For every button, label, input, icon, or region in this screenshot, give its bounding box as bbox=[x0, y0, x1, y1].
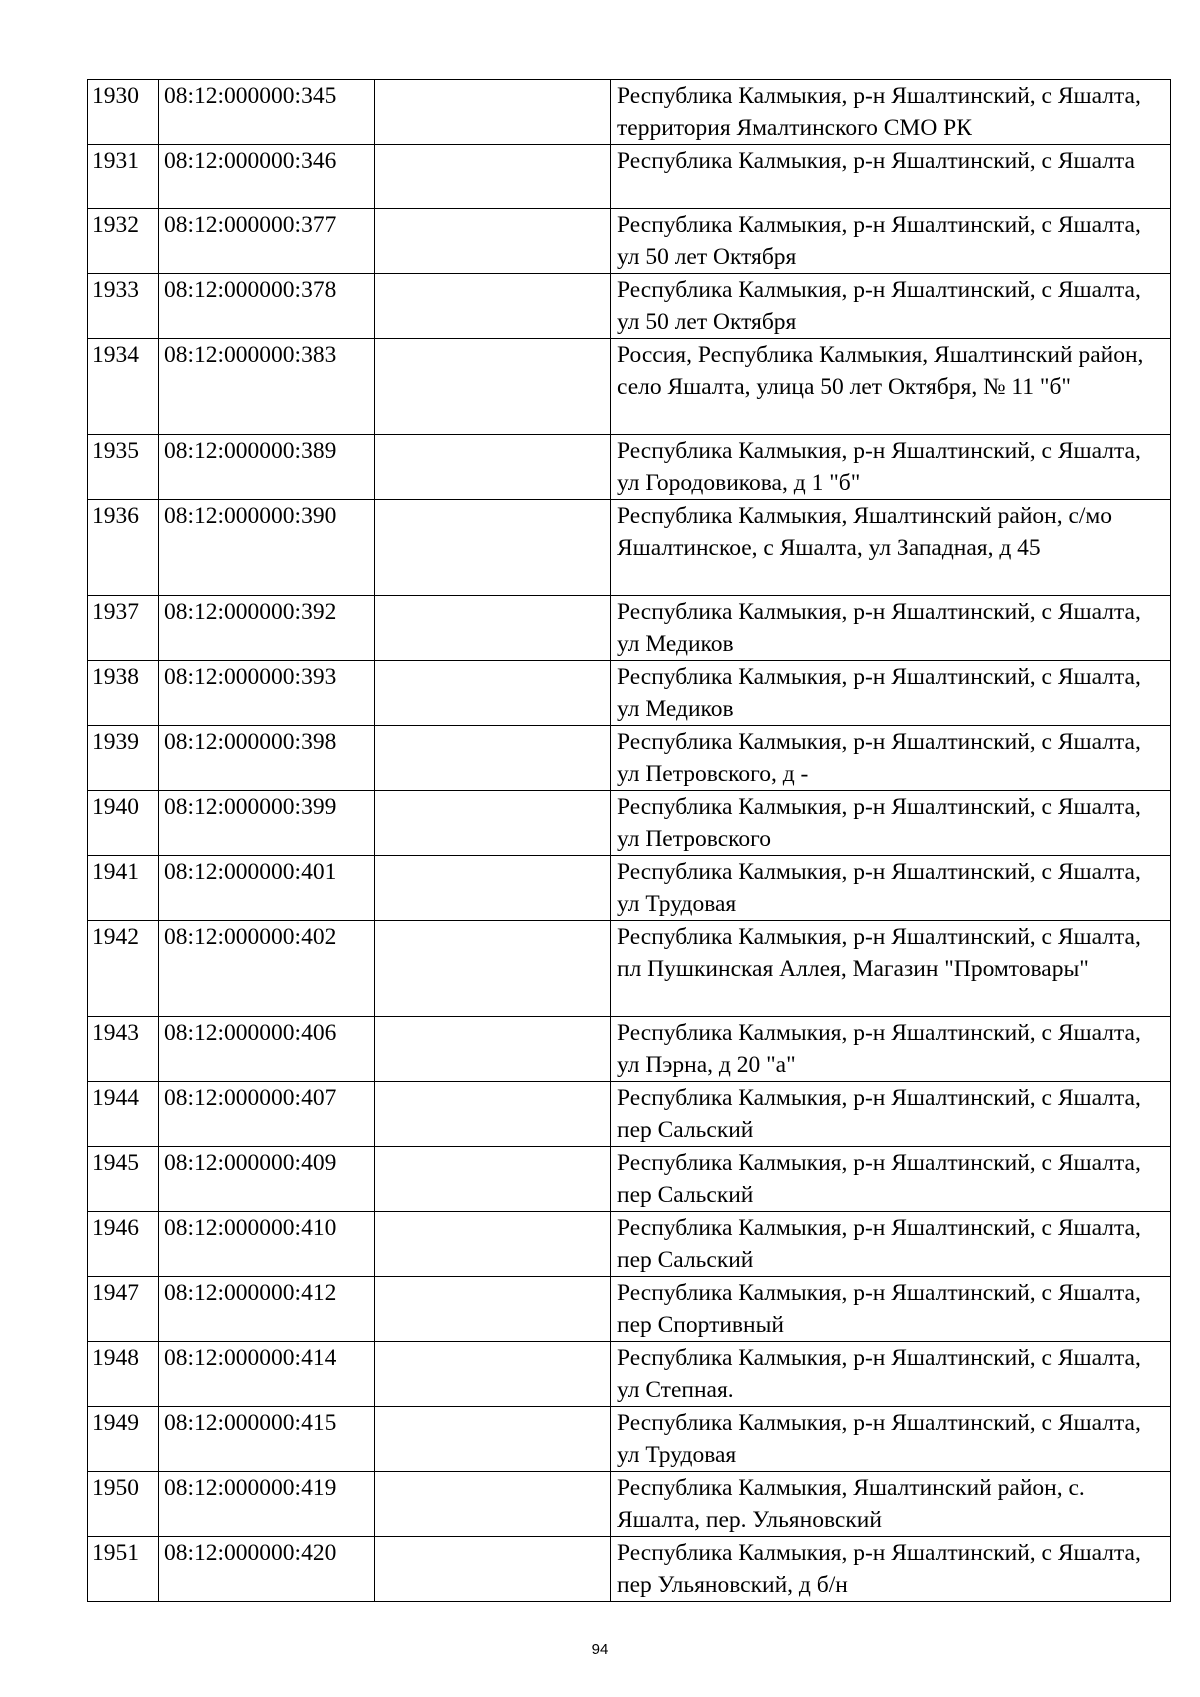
row-number: 1940 bbox=[88, 791, 159, 856]
address: Республика Калмыкия, р-н Яшалтинский, с Яшалта, ул Петровского, д - bbox=[611, 726, 1171, 791]
cadastral-number: 08:12:000000:410 bbox=[159, 1212, 375, 1277]
cadastral-number: 08:12:000000:378 bbox=[159, 274, 375, 339]
cadastral-number: 08:12:000000:401 bbox=[159, 856, 375, 921]
empty-cell bbox=[375, 145, 611, 209]
address: Республика Калмыкия, р-н Яшалтинский, с Яшалта bbox=[611, 145, 1171, 209]
table-row bbox=[88, 1407, 1171, 1472]
address: Республика Калмыкия, р-н Яшалтинский, с Яшалта, пер Сальский bbox=[611, 1147, 1171, 1212]
table-row bbox=[88, 1017, 1171, 1082]
table-row bbox=[88, 435, 1171, 500]
empty-cell bbox=[375, 80, 611, 145]
table-row bbox=[88, 1472, 1171, 1537]
cadastral-number: 08:12:000000:390 bbox=[159, 500, 375, 596]
row-number: 1943 bbox=[88, 1017, 159, 1082]
address: Республика Калмыкия, р-н Яшалтинский, с Яшалта, пер Ульяновский, д б/н bbox=[611, 1537, 1171, 1602]
empty-cell bbox=[375, 596, 611, 661]
row-number: 1944 bbox=[88, 1082, 159, 1147]
empty-cell bbox=[375, 791, 611, 856]
cadastral-number: 08:12:000000:389 bbox=[159, 435, 375, 500]
empty-cell bbox=[375, 339, 611, 435]
cadastral-number: 08:12:000000:407 bbox=[159, 1082, 375, 1147]
address: Республика Калмыкия, р-н Яшалтинский, с Яшалта, ул Трудовая bbox=[611, 1407, 1171, 1472]
table-row bbox=[88, 661, 1171, 726]
empty-cell bbox=[375, 1147, 611, 1212]
cadastral-number: 08:12:000000:420 bbox=[159, 1537, 375, 1602]
cadastral-number: 08:12:000000:346 bbox=[159, 145, 375, 209]
row-number: 1938 bbox=[88, 661, 159, 726]
row-number: 1931 bbox=[88, 145, 159, 209]
empty-cell bbox=[375, 1017, 611, 1082]
empty-cell bbox=[375, 1407, 611, 1472]
row-number: 1946 bbox=[88, 1212, 159, 1277]
table-row bbox=[88, 1277, 1171, 1342]
table-row bbox=[88, 856, 1171, 921]
row-number: 1939 bbox=[88, 726, 159, 791]
table-row bbox=[88, 209, 1171, 274]
address: Республика Калмыкия, Яшалтинский район, с/мо Яшалтинское, с Яшалта, ул Западная, д 45 bbox=[611, 500, 1171, 596]
table-row bbox=[88, 1212, 1171, 1277]
table-row bbox=[88, 1537, 1171, 1602]
row-number: 1932 bbox=[88, 209, 159, 274]
row-number: 1942 bbox=[88, 921, 159, 1017]
table-row bbox=[88, 339, 1171, 435]
empty-cell bbox=[375, 274, 611, 339]
row-number: 1935 bbox=[88, 435, 159, 500]
table-row bbox=[88, 1147, 1171, 1212]
address: Республика Калмыкия, р-н Яшалтинский, с Яшалта, ул 50 лет Октября bbox=[611, 274, 1171, 339]
table-row bbox=[88, 921, 1171, 1017]
address: Республика Калмыкия, р-н Яшалтинский, с Яшалта, территория Ямалтинского СМО РК bbox=[611, 80, 1171, 145]
address: Республика Калмыкия, р-н Яшалтинский, с Яшалта, пл Пушкинская Аллея, Магазин "Промтовары" bbox=[611, 921, 1171, 1017]
row-number: 1951 bbox=[88, 1537, 159, 1602]
empty-cell bbox=[375, 1082, 611, 1147]
address: Республика Калмыкия, р-н Яшалтинский, с Яшалта, ул Городовикова, д 1 "б" bbox=[611, 435, 1171, 500]
row-number: 1936 bbox=[88, 500, 159, 596]
cadastral-number: 08:12:000000:345 bbox=[159, 80, 375, 145]
row-number: 1933 bbox=[88, 274, 159, 339]
table-row bbox=[88, 596, 1171, 661]
row-number: 1949 bbox=[88, 1407, 159, 1472]
address: Республика Калмыкия, р-н Яшалтинский, с Яшалта, ул Степная. bbox=[611, 1342, 1171, 1407]
empty-cell bbox=[375, 1342, 611, 1407]
empty-cell bbox=[375, 921, 611, 1017]
address: Республика Калмыкия, р-н Яшалтинский, с Яшалта, ул Трудовая bbox=[611, 856, 1171, 921]
table-row bbox=[88, 145, 1171, 209]
cadastral-number: 08:12:000000:414 bbox=[159, 1342, 375, 1407]
table-row bbox=[88, 274, 1171, 339]
table-row bbox=[88, 726, 1171, 791]
cadastral-number: 08:12:000000:419 bbox=[159, 1472, 375, 1537]
table-body bbox=[88, 80, 1171, 1602]
empty-cell bbox=[375, 1472, 611, 1537]
page-number: 94 bbox=[591, 1641, 609, 1658]
table-row bbox=[88, 80, 1171, 145]
table-row bbox=[88, 1082, 1171, 1147]
row-number: 1934 bbox=[88, 339, 159, 435]
empty-cell bbox=[375, 1537, 611, 1602]
empty-cell bbox=[375, 500, 611, 596]
row-number: 1930 bbox=[88, 80, 159, 145]
cadastral-number: 08:12:000000:406 bbox=[159, 1017, 375, 1082]
row-number: 1937 bbox=[88, 596, 159, 661]
cadastral-number: 08:12:000000:377 bbox=[159, 209, 375, 274]
address: Республика Калмыкия, р-н Яшалтинский, с Яшалта, ул Пэрна, д 20 "а" bbox=[611, 1017, 1171, 1082]
row-number: 1948 bbox=[88, 1342, 159, 1407]
land-plots-table bbox=[87, 79, 1171, 1602]
cadastral-number: 08:12:000000:399 bbox=[159, 791, 375, 856]
cadastral-number: 08:12:000000:383 bbox=[159, 339, 375, 435]
address: Республика Калмыкия, р-н Яшалтинский, с Яшалта, пер Сальский bbox=[611, 1212, 1171, 1277]
table-row bbox=[88, 500, 1171, 596]
table-row bbox=[88, 1342, 1171, 1407]
row-number: 1947 bbox=[88, 1277, 159, 1342]
cadastral-number: 08:12:000000:398 bbox=[159, 726, 375, 791]
row-number: 1945 bbox=[88, 1147, 159, 1212]
row-number: 1941 bbox=[88, 856, 159, 921]
address: Республика Калмыкия, р-н Яшалтинский, с Яшалта, ул Петровского bbox=[611, 791, 1171, 856]
empty-cell bbox=[375, 209, 611, 274]
cadastral-number: 08:12:000000:409 bbox=[159, 1147, 375, 1212]
empty-cell bbox=[375, 1277, 611, 1342]
address: Республика Калмыкия, р-н Яшалтинский, с Яшалта, ул Медиков bbox=[611, 596, 1171, 661]
cadastral-number: 08:12:000000:402 bbox=[159, 921, 375, 1017]
empty-cell bbox=[375, 1212, 611, 1277]
address: Республика Калмыкия, р-н Яшалтинский, с Яшалта, пер Спортивный bbox=[611, 1277, 1171, 1342]
cadastral-number: 08:12:000000:415 bbox=[159, 1407, 375, 1472]
empty-cell bbox=[375, 726, 611, 791]
cadastral-number: 08:12:000000:393 bbox=[159, 661, 375, 726]
empty-cell bbox=[375, 435, 611, 500]
address: Республика Калмыкия, Яшалтинский район, с. Яшалта, пер. Ульяновский bbox=[611, 1472, 1171, 1537]
address: Республика Калмыкия, р-н Яшалтинский, с Яшалта, ул Медиков bbox=[611, 661, 1171, 726]
row-number: 1950 bbox=[88, 1472, 159, 1537]
empty-cell bbox=[375, 856, 611, 921]
cadastral-number: 08:12:000000:412 bbox=[159, 1277, 375, 1342]
table-row bbox=[88, 791, 1171, 856]
cadastral-number: 08:12:000000:392 bbox=[159, 596, 375, 661]
address: Республика Калмыкия, р-н Яшалтинский, с Яшалта, ул 50 лет Октября bbox=[611, 209, 1171, 274]
address: Россия, Республика Калмыкия, Яшалтинский район, село Яшалта, улица 50 лет Октября, № 11 "б" bbox=[611, 339, 1171, 435]
empty-cell bbox=[375, 661, 611, 726]
address: Республика Калмыкия, р-н Яшалтинский, с Яшалта, пер Сальский bbox=[611, 1082, 1171, 1147]
